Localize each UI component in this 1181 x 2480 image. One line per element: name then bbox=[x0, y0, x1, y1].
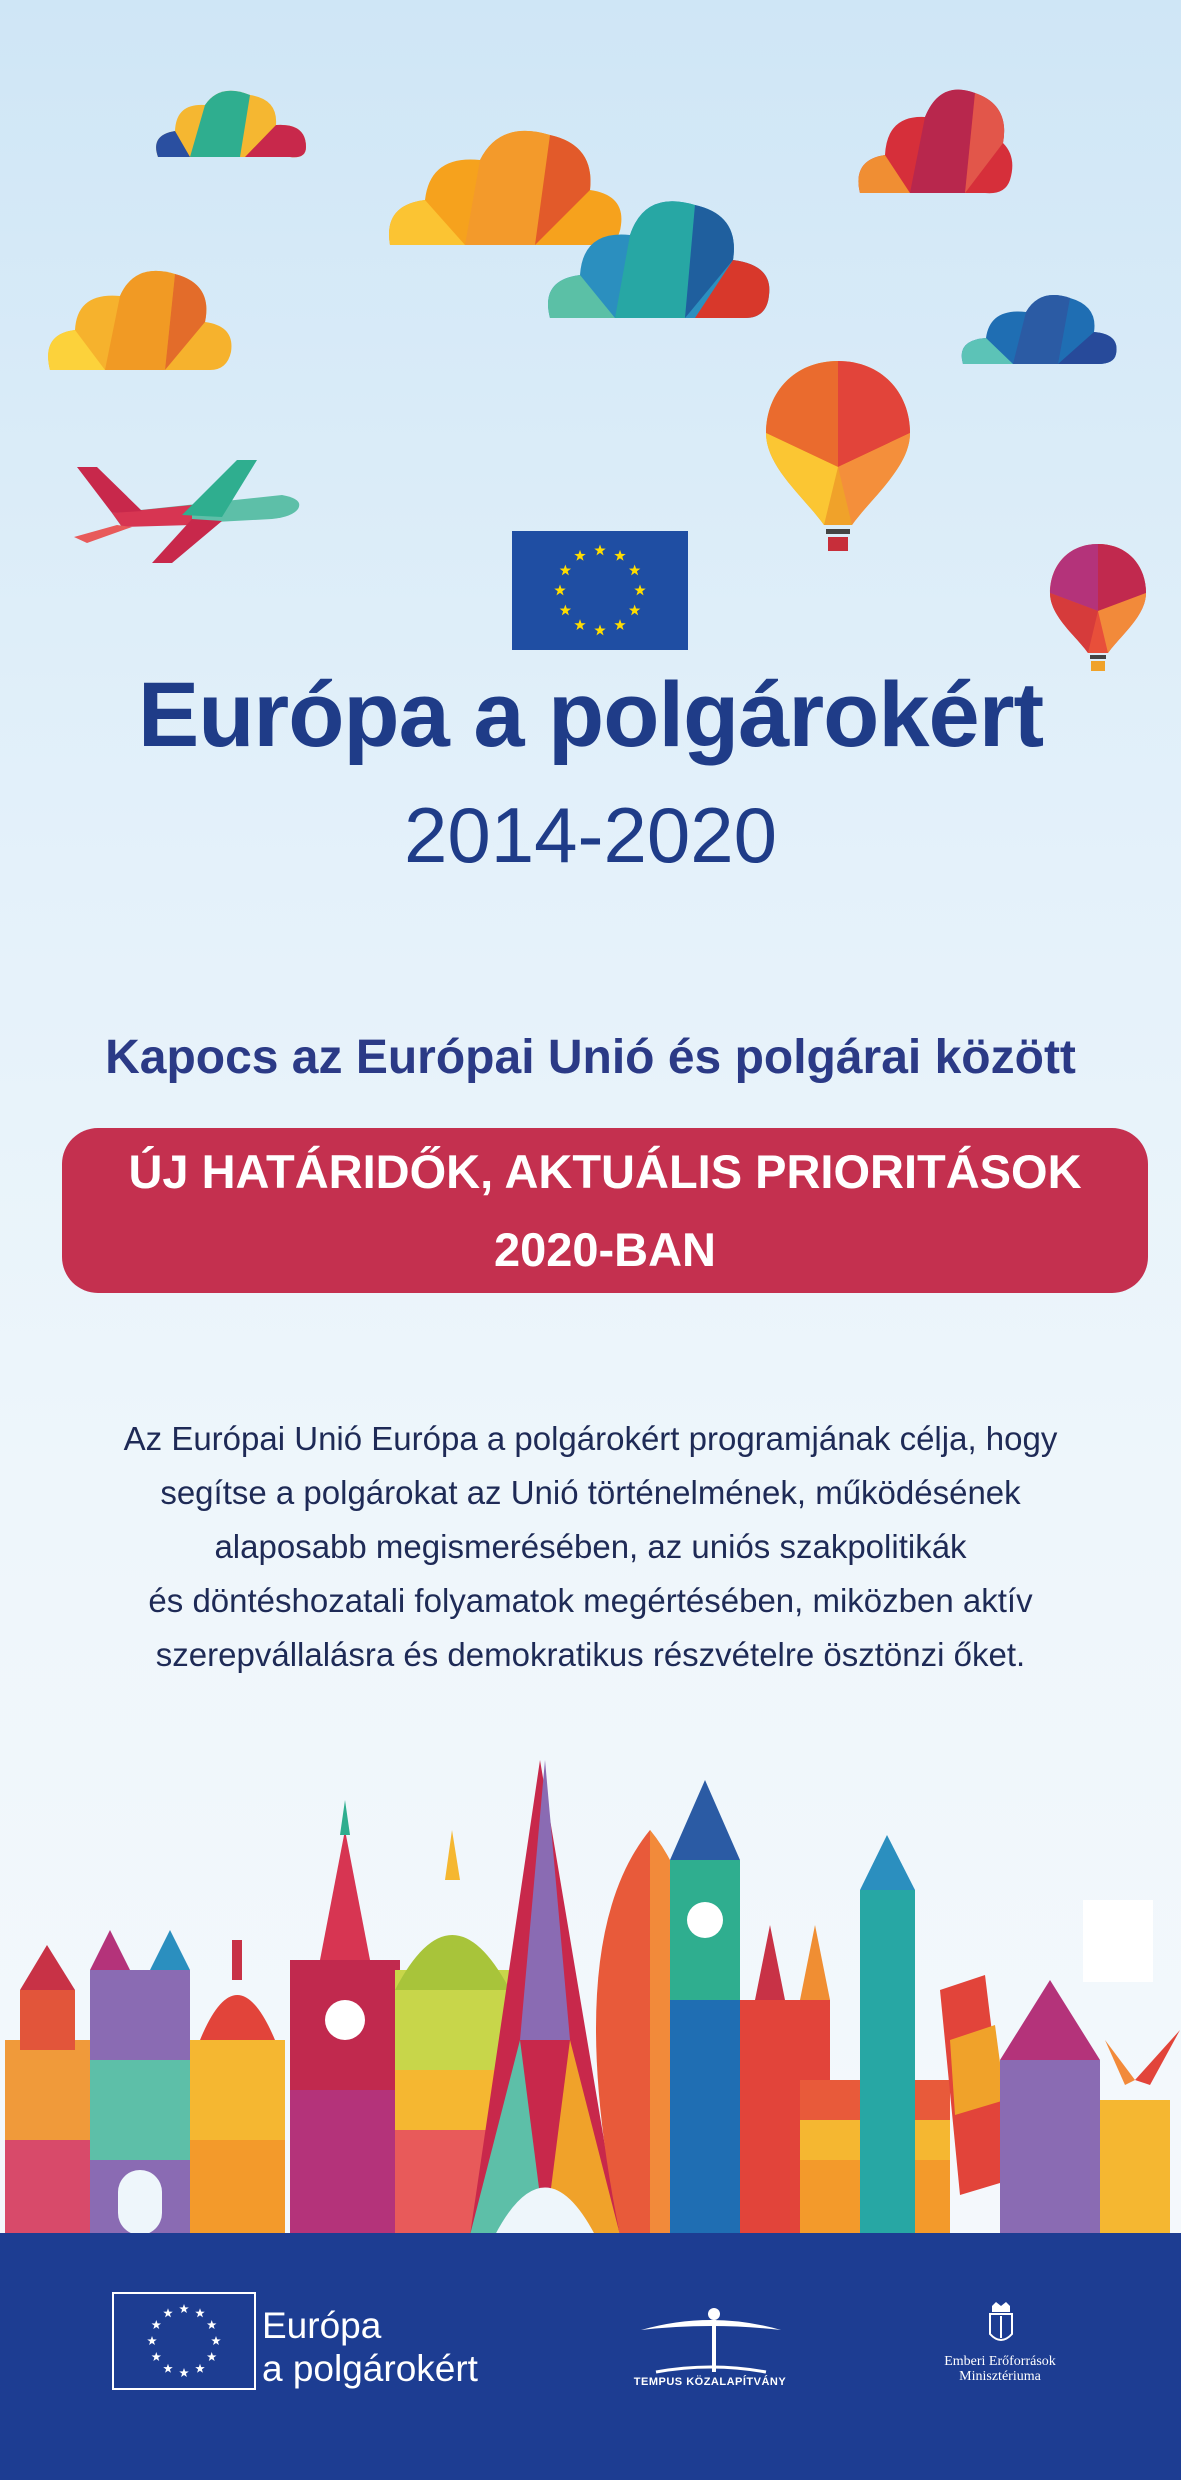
footer-program-line2: a polgárokért bbox=[262, 2348, 478, 2389]
eu-star-icon bbox=[195, 2308, 205, 2317]
tempus-label: TEMPUS KÖZALAPÍTVÁNY bbox=[633, 2376, 787, 2388]
cloud-icon bbox=[855, 75, 1015, 200]
footer-program-name bbox=[262, 2304, 478, 2390]
deadline-line-1: ÚJ HATÁRIDŐK, AKTUÁLIS PRIORITÁSOK bbox=[128, 1145, 1082, 1198]
eu-flag-outline-icon bbox=[112, 2292, 256, 2390]
eu-star-icon bbox=[614, 619, 625, 630]
eu-star-icon bbox=[179, 2368, 189, 2377]
program-title: Európa a polgárokért bbox=[137, 664, 1044, 766]
ministry-label bbox=[910, 2354, 1090, 2384]
eu-star-icon bbox=[594, 625, 605, 636]
subtitle: Kapocs az Európai Unió és polgárai között bbox=[105, 1031, 1076, 1084]
eu-star-icon bbox=[629, 565, 640, 576]
description-line: segítse a polgárokat az Unió történelmének, működésének bbox=[160, 1474, 1021, 1511]
deadline-banner bbox=[62, 1128, 1148, 1293]
hungarian-crest-icon bbox=[986, 2300, 1016, 2348]
eu-star-icon bbox=[574, 619, 585, 630]
deadline-line-2: 2020-BAN bbox=[493, 1223, 717, 1276]
eu-star-icon bbox=[152, 2352, 162, 2361]
eu-star-icon bbox=[195, 2364, 205, 2373]
ministry-line2: Minisztériuma bbox=[959, 2369, 1041, 2384]
eu-star-icon bbox=[147, 2336, 157, 2345]
eu-star-icon bbox=[163, 2308, 173, 2317]
eu-star-icon bbox=[560, 565, 571, 576]
description-text bbox=[90, 1412, 1091, 1682]
cloud-icon bbox=[958, 288, 1120, 368]
eu-star-icon bbox=[614, 550, 625, 561]
eu-star-icon bbox=[634, 585, 645, 596]
description-line: és döntéshozatali folyamatok megértésében, miközben aktív bbox=[148, 1582, 1033, 1619]
eu-star-icon bbox=[207, 2320, 217, 2329]
program-years: 2014-2020 bbox=[403, 791, 777, 879]
eu-star-icon bbox=[574, 550, 585, 561]
eu-star-icon bbox=[594, 545, 605, 556]
eu-star-icon bbox=[211, 2336, 221, 2345]
eu-star-icon bbox=[179, 2304, 189, 2313]
eu-star-icon bbox=[152, 2320, 162, 2329]
footer-program-line1: Európa bbox=[262, 2305, 382, 2346]
cloud-icon bbox=[150, 85, 310, 165]
tempus-logo-icon bbox=[636, 2300, 786, 2380]
eu-star-icon bbox=[207, 2352, 217, 2361]
eu-star-icon bbox=[629, 605, 640, 616]
eu-star-icon bbox=[554, 585, 565, 596]
description-line: alaposabb megismerésében, az uniós szakpolitikák bbox=[214, 1528, 967, 1565]
ministry-line1: Emberi Erőforrások bbox=[944, 2354, 1056, 2369]
cloud-icon bbox=[45, 262, 235, 377]
description-line: szerepvállalásra és demokratikus részvételre ösztönzi őket. bbox=[155, 1636, 1026, 1673]
eu-star-icon bbox=[163, 2364, 173, 2373]
hot-air-balloon-icon bbox=[1048, 541, 1148, 673]
eu-star-icon bbox=[560, 605, 571, 616]
airplane-icon bbox=[72, 455, 304, 565]
city-skyline-illustration bbox=[0, 1740, 1181, 2235]
description-line: Az Európai Unió Európa a polgárokért programjának célja, hogy bbox=[123, 1420, 1058, 1457]
cloud-icon bbox=[545, 180, 775, 325]
hot-air-balloon-icon bbox=[764, 357, 912, 555]
eu-flag-icon bbox=[512, 531, 688, 650]
blank-panel bbox=[1083, 1900, 1153, 1982]
